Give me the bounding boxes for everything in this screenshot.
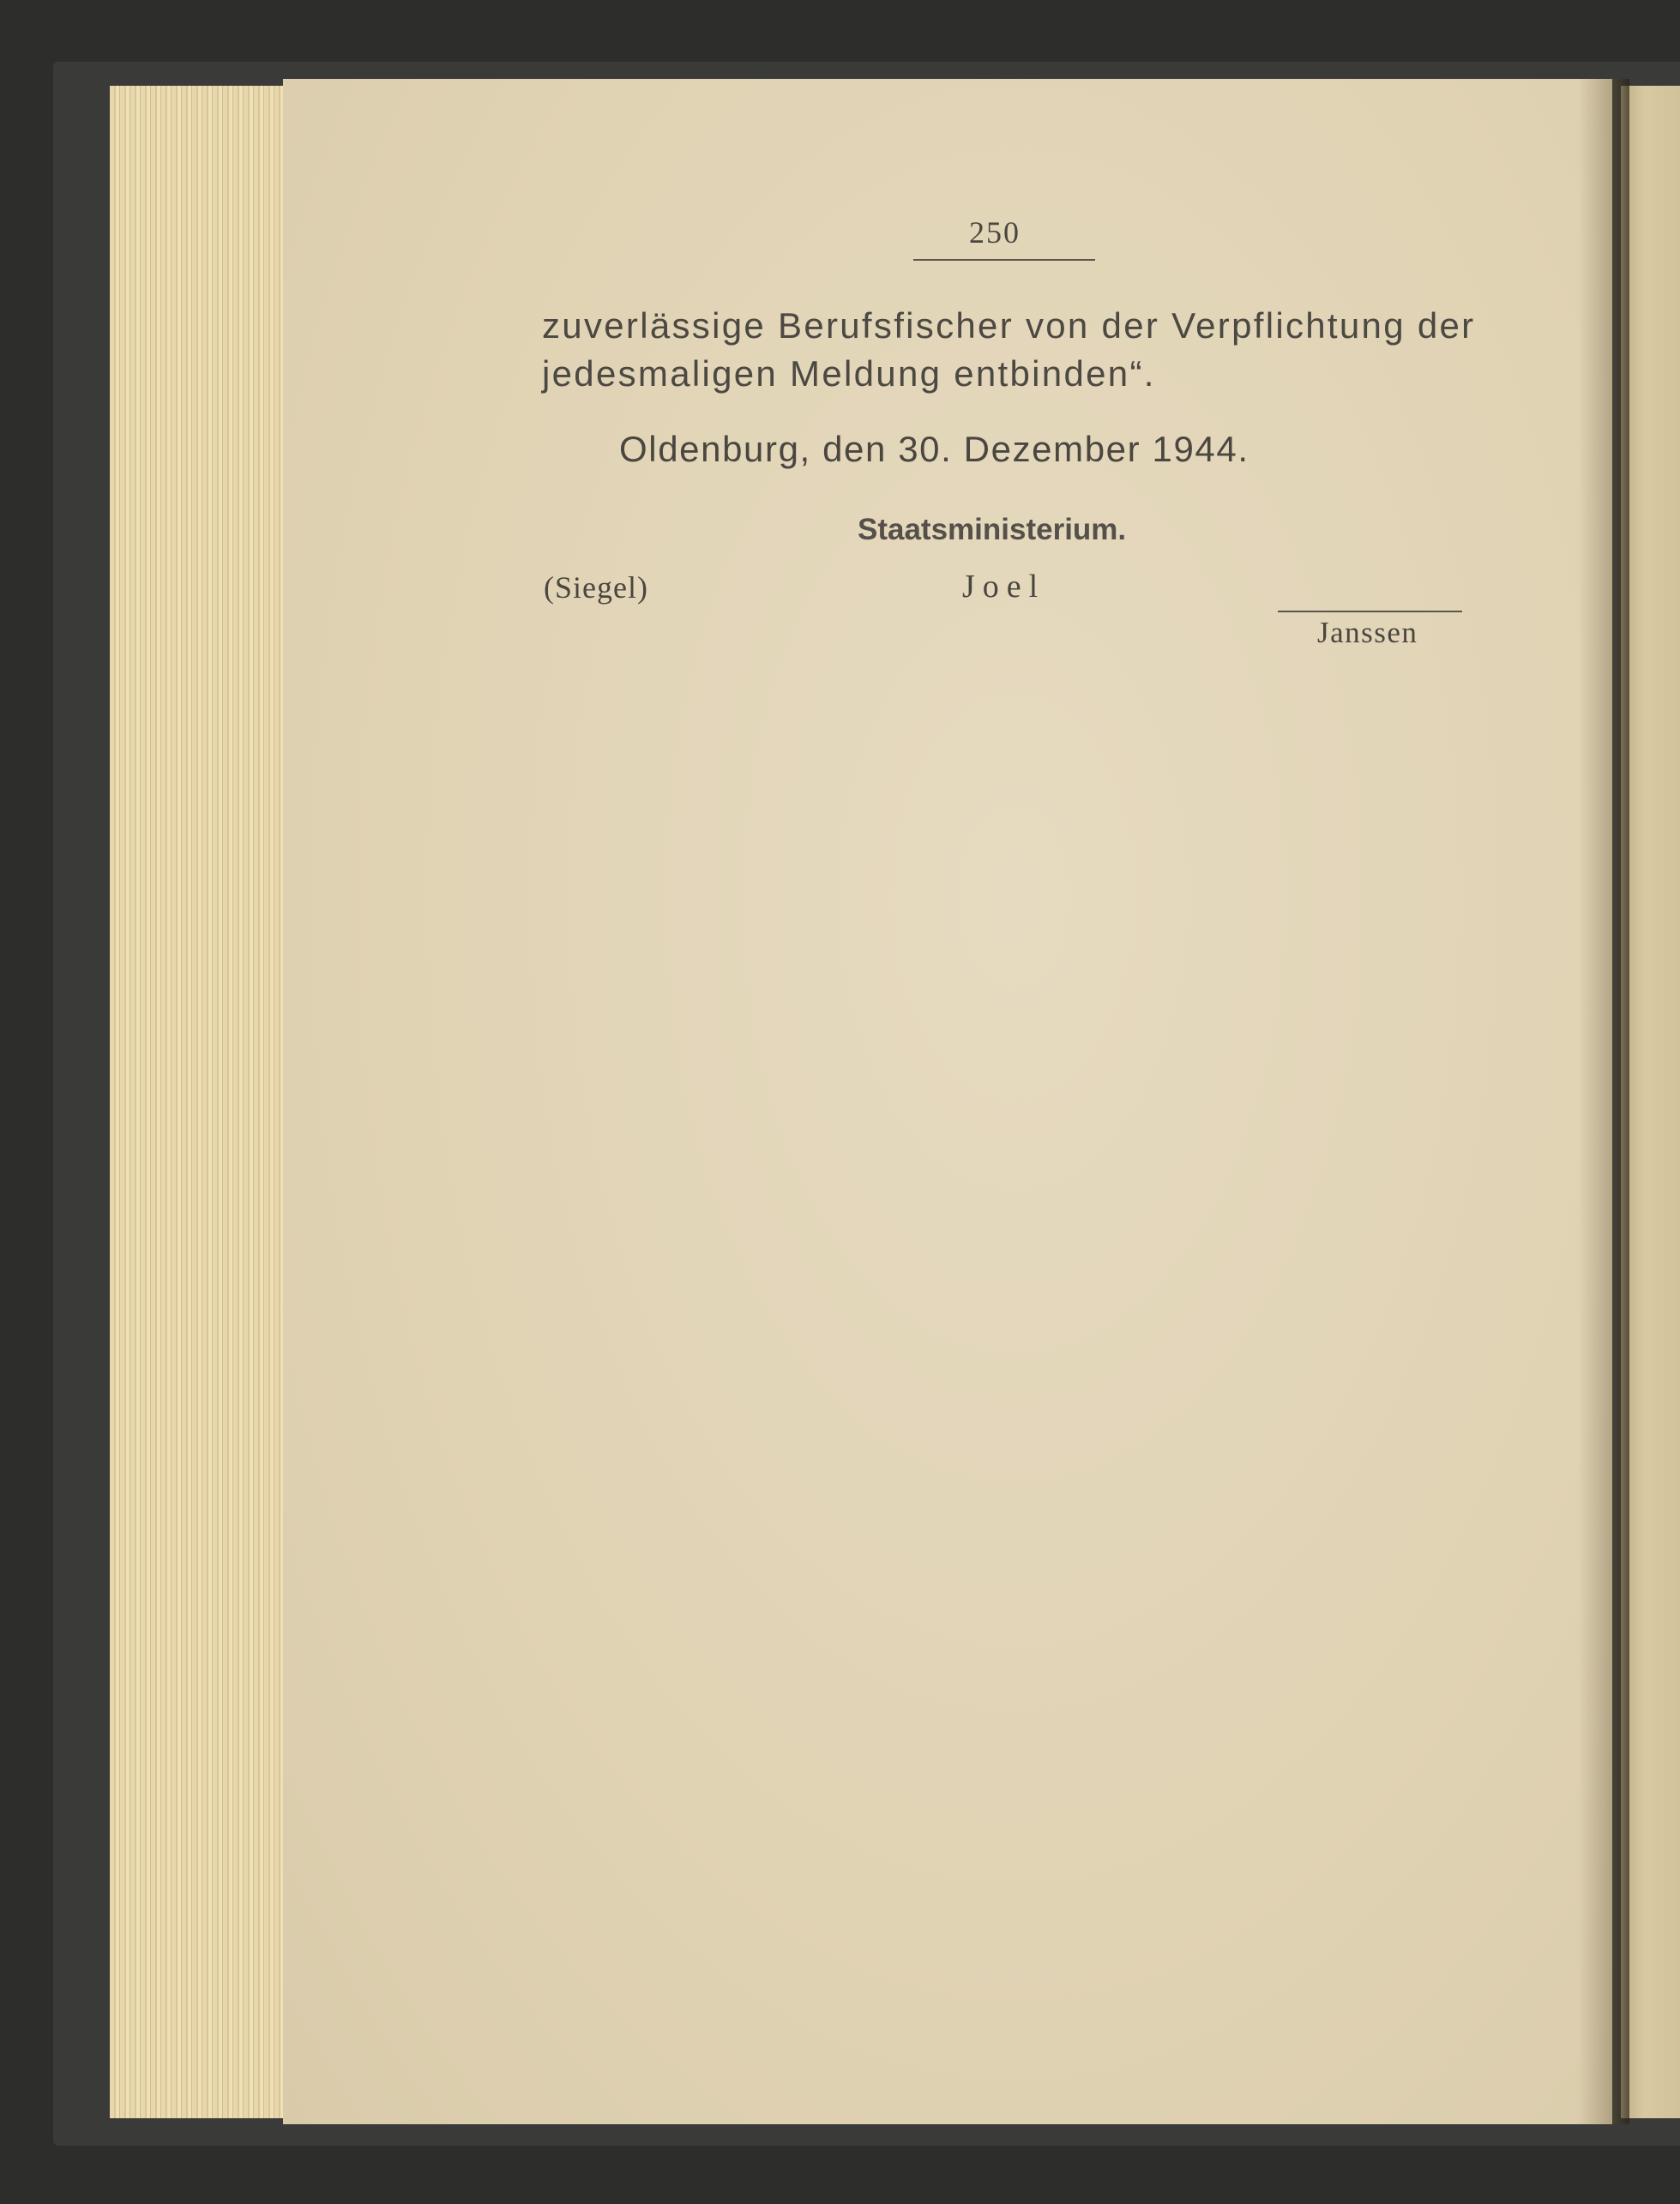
page-number-rule [913, 259, 1095, 261]
seal-note: (Siegel) [544, 570, 648, 605]
issuing-authority: Staatsministerium. [858, 513, 1127, 546]
dateline: Oldenburg, den 30. Dezember 1944. [619, 429, 1249, 469]
body-text-line-2: jedesmaligen Meldung entbinden“. [542, 353, 1156, 394]
body-text-line-1: zuverlässige Berufsfischer von der Verpflichtung der [542, 305, 1476, 346]
page-number: 250 [969, 215, 1021, 250]
signatory-joel: Joel [962, 569, 1046, 605]
next-page-edge [1621, 86, 1680, 2118]
signature-rule [1278, 611, 1462, 612]
gutter-shadow [1578, 79, 1629, 2124]
page-edges-stack [110, 86, 290, 2118]
signatory-janssen: Janssen [1317, 616, 1418, 649]
